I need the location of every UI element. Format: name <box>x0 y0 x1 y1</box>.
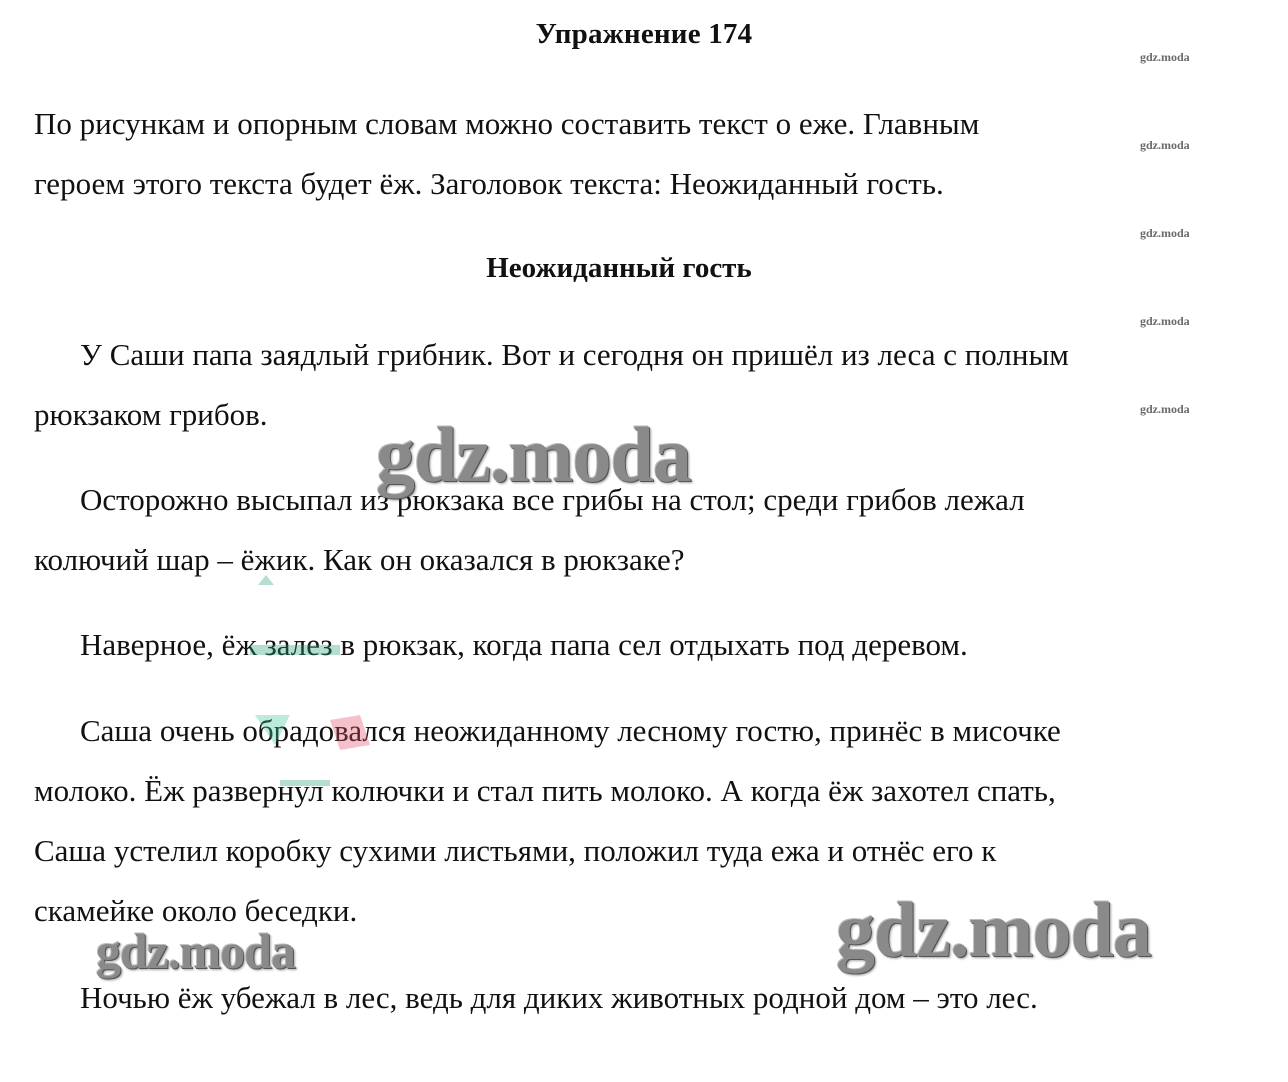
watermark-small: gdz.moda <box>1140 138 1190 152</box>
paragraph-line: Наверное, ёж залез в рюкзак, когда папа сел отдыхать под деревом. <box>80 627 968 662</box>
story-title: Неожиданный гость <box>486 252 752 284</box>
paragraph-line: скамейке около беседки. <box>34 893 358 928</box>
decorative-marks-icon <box>250 575 380 795</box>
watermark-large: gdz.moda <box>96 923 295 979</box>
watermark-small: gdz.moda <box>1140 50 1190 64</box>
watermark-small: gdz.moda <box>1140 314 1190 328</box>
watermark-small: gdz.moda <box>1140 226 1190 240</box>
watermark-large: gdz.moda <box>836 886 1151 973</box>
paragraph-line: рюкзаком грибов. <box>34 397 268 432</box>
watermark-large: gdz.moda <box>376 411 691 498</box>
paragraph-line: колючий шар – ёжик. Как он оказался в рюкзаке? <box>34 542 685 577</box>
intro-line: По рисункам и опорным словам можно составить текст о еже. Главным <box>34 106 980 141</box>
paragraph-line: Ночью ёж убежал в лес, ведь для диких животных родной дом – это лес. <box>80 980 1038 1015</box>
paragraph-line: Саша устелил коробку сухими листьями, положил туда ежа и отнёс его к <box>34 833 997 868</box>
exercise-title: Упражнение 174 <box>535 18 753 50</box>
paragraph-line: У Саши папа заядлый грибник. Вот и сегодня он пришёл из леса с полным <box>80 337 1069 372</box>
intro-line: героем этого текста будет ёж. Заголовок текста: Неожиданный гость. <box>34 166 944 201</box>
paragraph-line: молоко. Ёж развернул колючки и стал пить молоко. А когда ёж захотел спать, <box>34 773 1056 808</box>
paragraph-line: Саша очень обрадовался неожиданному лесному гостю, принёс в мисочке <box>80 713 1061 748</box>
paragraph-line: Осторожно высыпал из рюкзака все грибы на стол; среди грибов лежал <box>80 482 1025 517</box>
watermark-small: gdz.moda <box>1140 402 1190 416</box>
